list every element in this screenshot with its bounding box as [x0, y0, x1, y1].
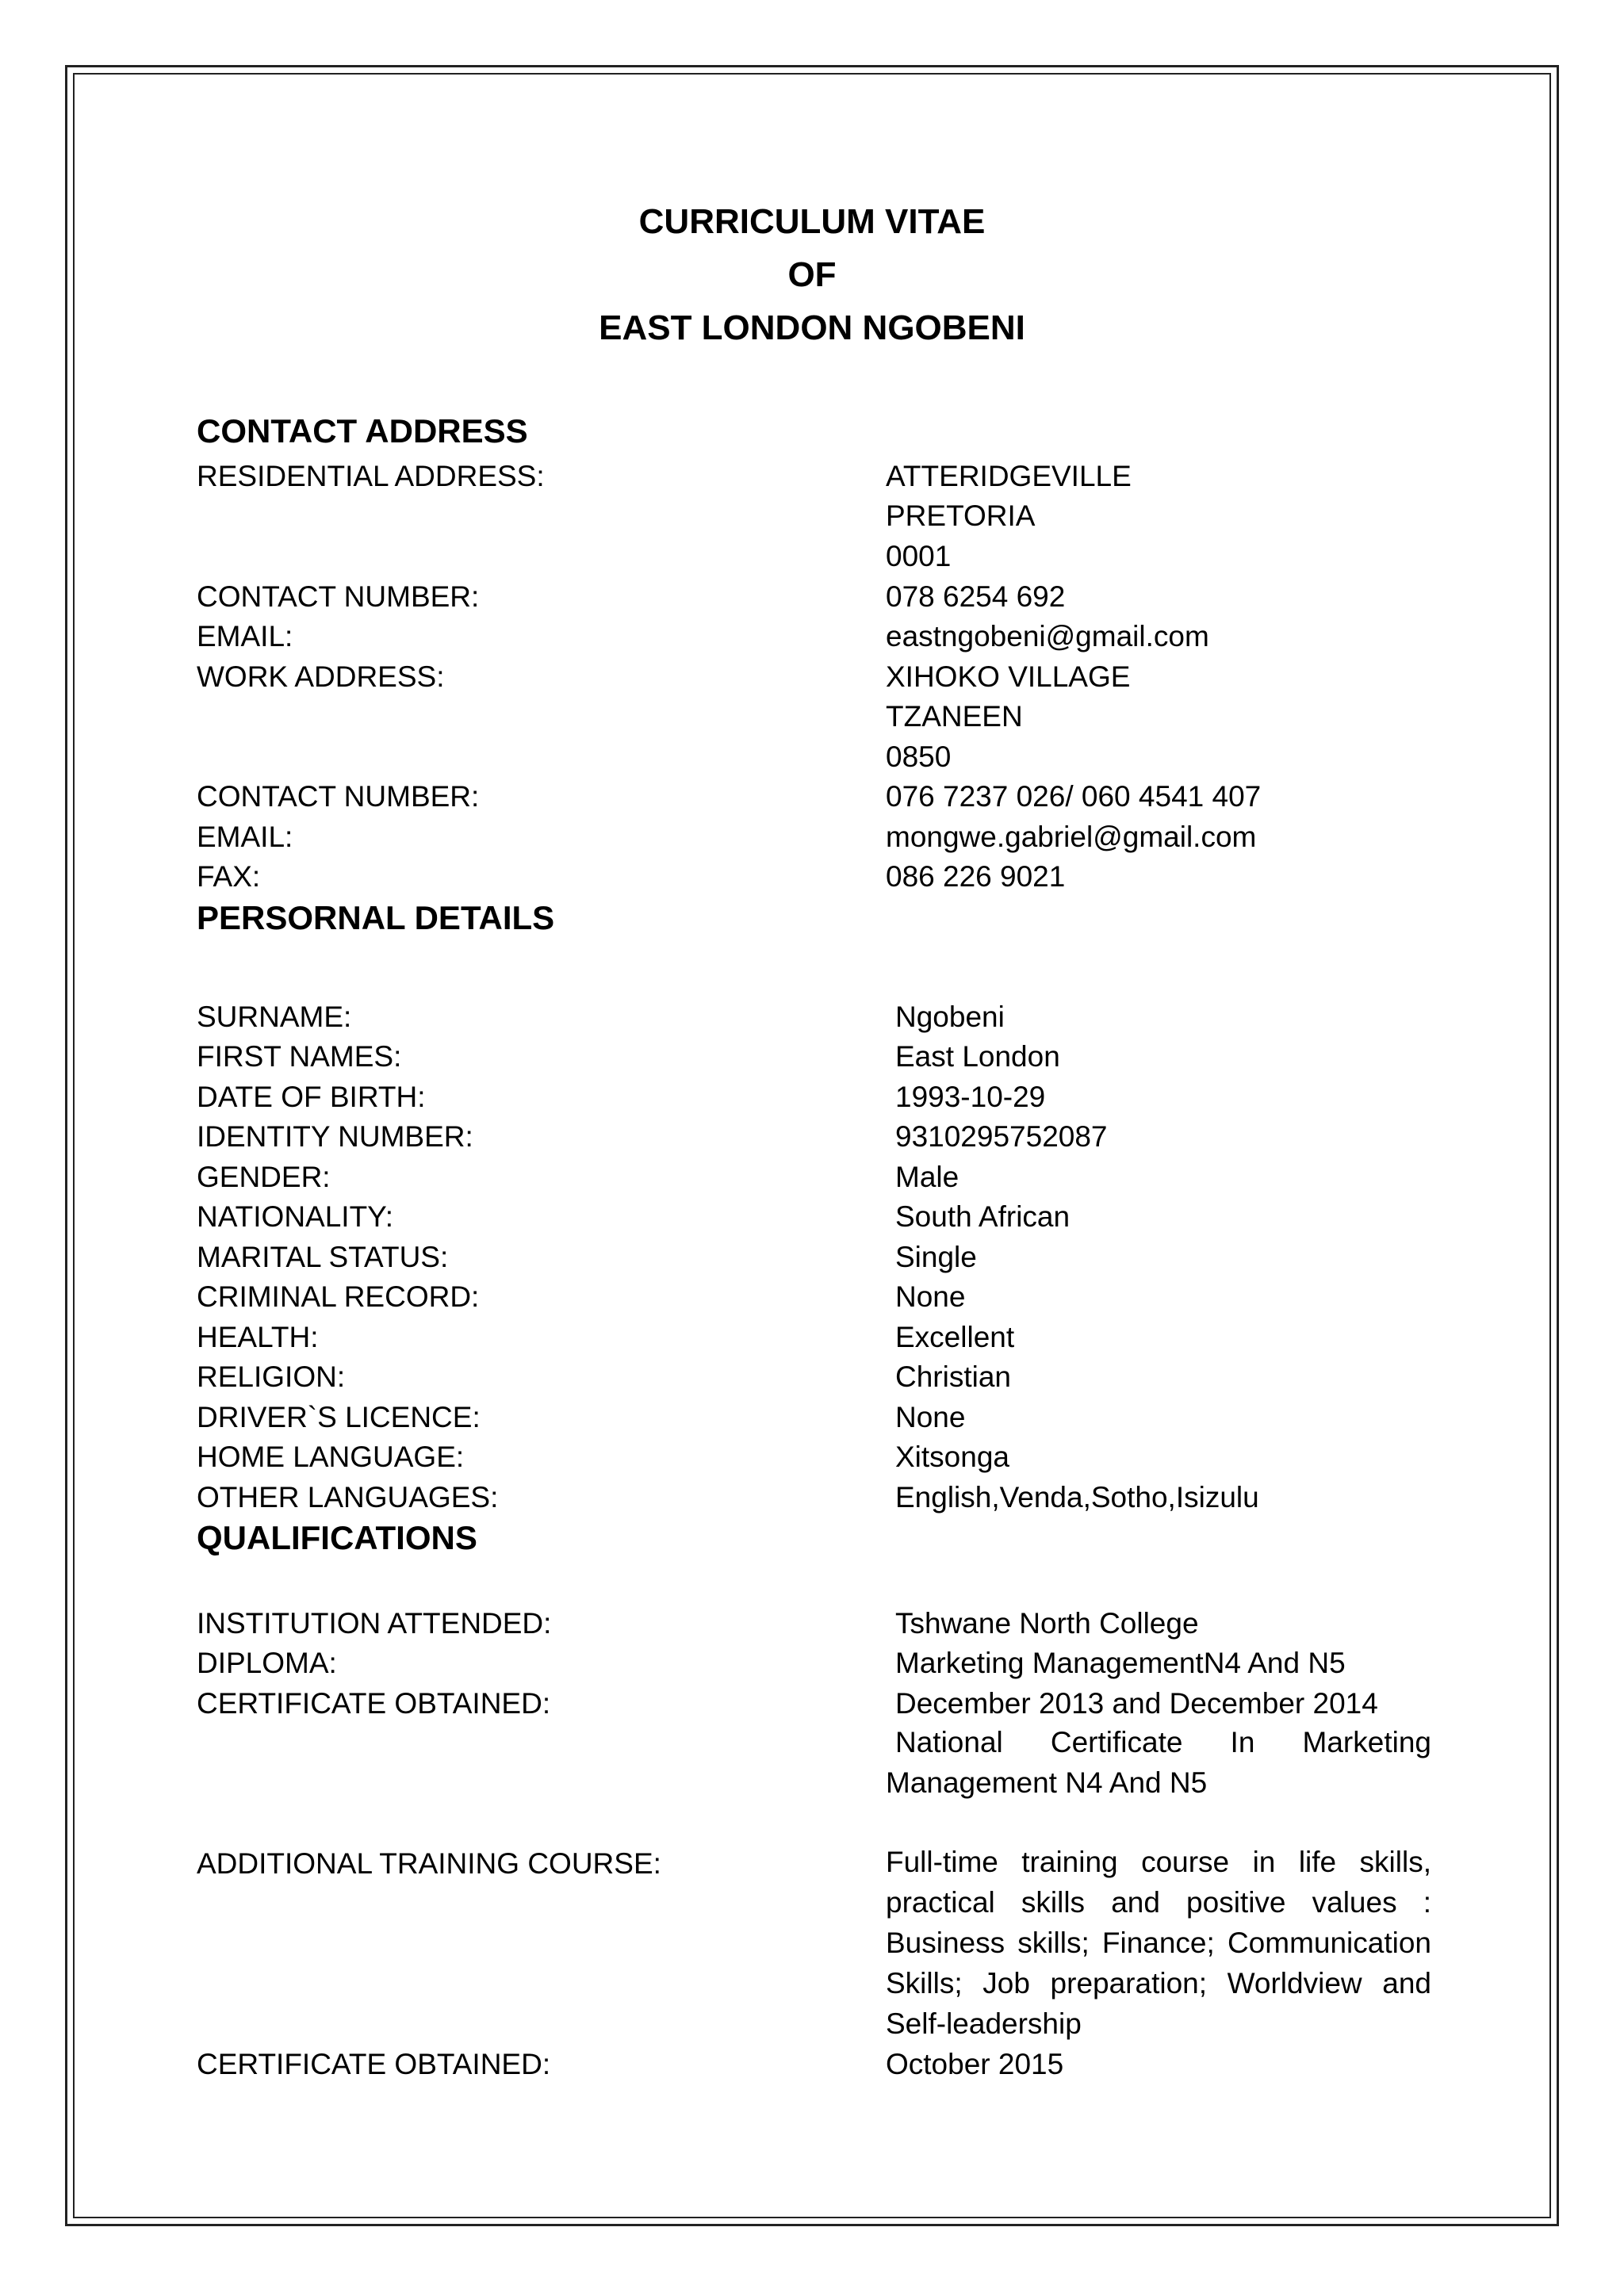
- personal-label: RELIGION:: [197, 1360, 346, 1393]
- personal-label: HEALTH:: [197, 1321, 319, 1353]
- personal-label: FIRST NAMES:: [197, 1040, 402, 1073]
- work-email-label: EMAIL:: [197, 821, 293, 853]
- training-certificate-value: October 2015: [886, 2048, 1064, 2080]
- personal-label: NATIONALITY:: [197, 1200, 394, 1233]
- personal-label: IDENTITY NUMBER:: [197, 1120, 473, 1153]
- personal-value: None: [895, 1280, 966, 1313]
- qualifications-heading: QUALIFICATIONS: [197, 1519, 477, 1556]
- training-value: Full-time training course in life skills, practical skills and positive values : Business skills; Finance; Communication Skills; Job preparation; Worldview and Self-leadership: [886, 1846, 1431, 2040]
- training-label: ADDITIONAL TRAINING COURSE:: [197, 1847, 661, 1880]
- fax-value: 086 226 9021: [886, 860, 1066, 893]
- personal-label: DRIVER`S LICENCE:: [197, 1401, 481, 1433]
- work-email-value: mongwe.gabriel@gmail.com: [886, 821, 1257, 853]
- diploma-label: DIPLOMA:: [197, 1647, 337, 1679]
- personal-label: CRIMINAL RECORD:: [197, 1280, 480, 1313]
- personal-value: None: [895, 1401, 966, 1433]
- personal-value: Single: [895, 1241, 977, 1273]
- certificate-value: December 2013 and December 2014: [895, 1687, 1378, 1720]
- personal-value: East London: [895, 1040, 1060, 1073]
- personal-label: HOME LANGUAGE:: [197, 1441, 465, 1473]
- personal-value: Christian: [895, 1360, 1011, 1393]
- email-label: EMAIL:: [197, 620, 293, 652]
- personal-details-heading: PERSORNAL DETAILS: [197, 899, 555, 936]
- cv-title: CURRICULUM VITAE: [638, 202, 986, 241]
- work-address-label: WORK ADDRESS:: [197, 660, 445, 693]
- residential-address-line: 0001: [886, 540, 952, 572]
- certificate-detail: National Certificate In Marketing Management N4 And N5: [886, 1726, 1431, 1799]
- personal-value: 9310295752087: [895, 1120, 1108, 1153]
- email-value: eastngobeni@gmail.com: [886, 620, 1209, 652]
- training-certificate-label: CERTIFICATE OBTAINED:: [197, 2048, 551, 2080]
- institution-value: Tshwane North College: [895, 1607, 1199, 1640]
- residential-address-line: PRETORIA: [886, 499, 1036, 532]
- diploma-value: Marketing ManagementN4 And N5: [895, 1647, 1346, 1679]
- cv-title-of: OF: [787, 255, 837, 294]
- personal-label: MARITAL STATUS:: [197, 1241, 449, 1273]
- personal-value: Excellent: [895, 1321, 1015, 1353]
- contact-address-heading: CONTACT ADDRESS: [197, 412, 528, 450]
- fax-label: FAX:: [197, 860, 261, 893]
- personal-label: SURNAME:: [197, 1001, 352, 1033]
- personal-value: 1993-10-29: [895, 1081, 1046, 1113]
- cv-name: EAST LONDON NGOBENI: [599, 308, 1025, 347]
- work-address-line: TZANEEN: [886, 700, 1023, 733]
- personal-value: English,Venda,Sotho,Isizulu: [895, 1481, 1259, 1513]
- work-address-line: 0850: [886, 740, 952, 773]
- personal-value: Ngobeni: [895, 1001, 1005, 1033]
- contact-number-value: 078 6254 692: [886, 580, 1066, 613]
- contact-number-label: CONTACT NUMBER:: [197, 580, 480, 613]
- personal-value: Xitsonga: [895, 1441, 1009, 1473]
- work-address-line: XIHOKO VILLAGE: [886, 660, 1131, 693]
- certificate-label: CERTIFICATE OBTAINED:: [197, 1687, 551, 1720]
- work-contact-number-label: CONTACT NUMBER:: [197, 780, 480, 813]
- personal-value: Male: [895, 1161, 959, 1193]
- personal-value: South African: [895, 1200, 1071, 1233]
- personal-label: DATE OF BIRTH:: [197, 1081, 426, 1113]
- personal-label: OTHER LANGUAGES:: [197, 1481, 499, 1513]
- personal-label: GENDER:: [197, 1161, 331, 1193]
- institution-label: INSTITUTION ATTENDED:: [197, 1607, 552, 1640]
- work-contact-number-value: 076 7237 026/ 060 4541 407: [886, 780, 1262, 813]
- residential-address-label: RESIDENTIAL ADDRESS:: [197, 460, 545, 492]
- residential-address-line: ATTERIDGEVILLE: [886, 460, 1132, 492]
